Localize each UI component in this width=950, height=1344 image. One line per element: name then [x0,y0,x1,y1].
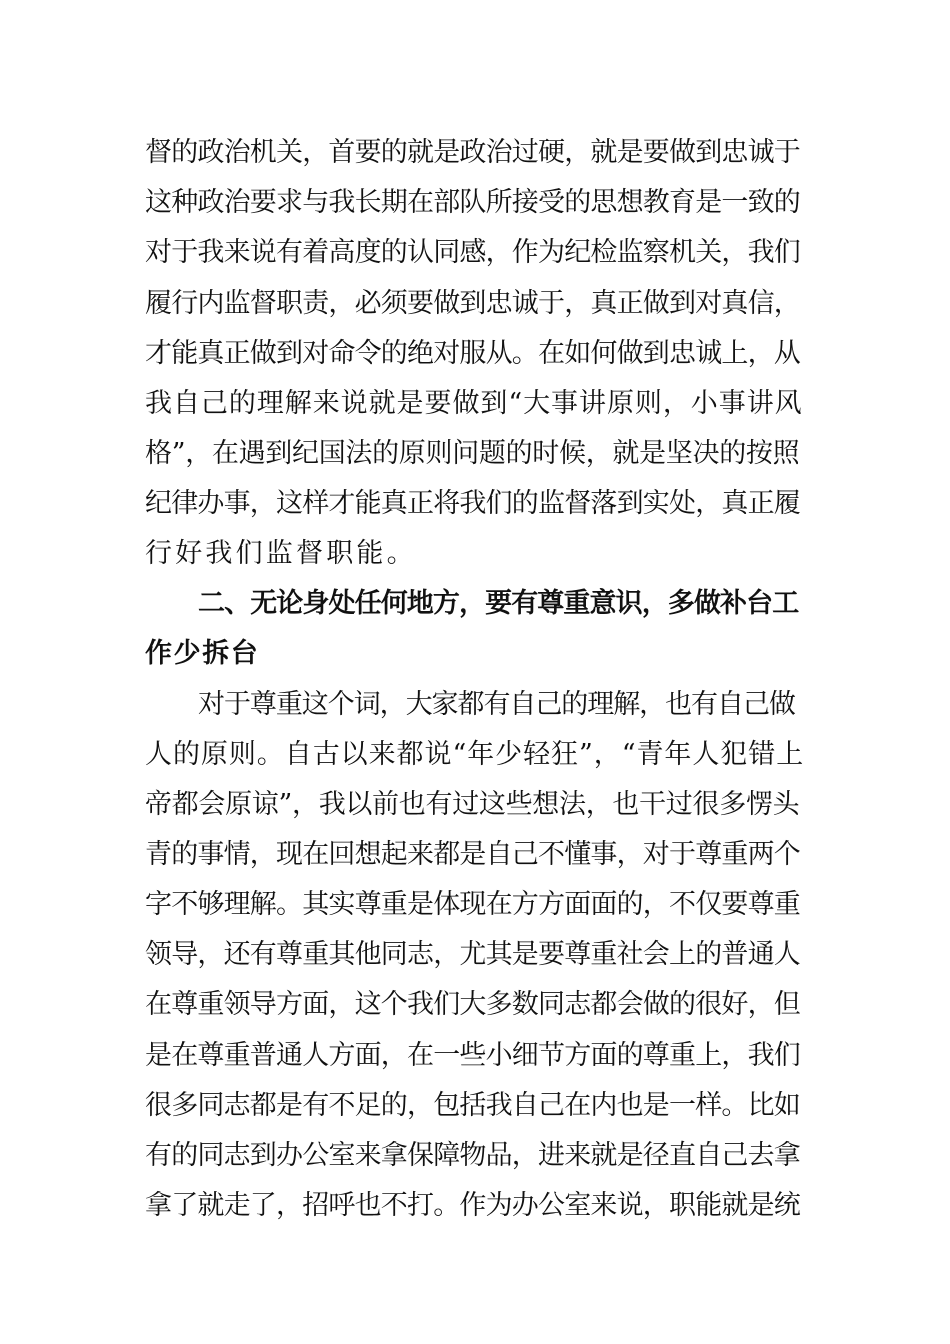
text-line: 格”，在遇到纪国法的原则问题的时候，就是坚决的按照 [145,438,800,469]
text-line: 在尊重领导方面，这个我们大多数同志都会做的很好，但 [145,989,800,1020]
text-line: 对于我来说有着高度的认同感，作为纪检监察机关，我们 [145,237,800,268]
text-line: 纪律办事，这样才能真正将我们的监督落到实处，真正履 [145,488,800,519]
text-line: 我自己的理解来说就是要做到“大事讲原则，小事讲风 [145,388,803,419]
text-line: 才能真正做到对命令的绝对服从。在如何做到忠诚上，从 [145,338,800,369]
section-heading-cont: 作少拆台 [145,638,260,669]
text-line: 人的原则。自古以来都说“年少轻狂”，“青年人犯错上 [145,739,805,770]
text-line: 青的事情，现在回想起来都是自己不懂事，对于尊重两个 [145,839,800,870]
text-line: 行好我们监督职能。 [145,538,417,569]
text-line: 履行内监督职责，必须要做到忠诚于，真正做到对真信， [145,288,800,319]
section-heading: 二、无论身处任何地方，要有尊重意识，多做补台工 [198,588,799,619]
text-line: 是在尊重普通人方面，在一些小细节方面的尊重上，我们 [145,1040,800,1071]
text-line: 字不够理解。其实尊重是体现在方方面面的，不仅要尊重 [145,889,800,920]
text-line: 督的政治机关，首要的就是政治过硬，就是要做到忠诚于 [145,137,800,168]
text-line: 拿了就走了，招呼也不打。作为办公室来说，职能就是统 [145,1190,800,1221]
text-line: 帝都会原谅”，我以前也有过这些想法，也干过很多愣头 [145,789,800,820]
text-line: 有的同志到办公室来拿保障物品，进来就是径直自己去拿 [145,1140,800,1171]
text-line: 对于尊重这个词，大家都有自己的理解，也有自己做 [198,689,795,720]
text-line: 领导，还有尊重其他同志，尤其是要尊重社会上的普通人 [145,939,800,970]
text-line: 很多同志都是有不足的，包括我自己在内也是一样。比如 [145,1090,800,1121]
text-line: 这种政治要求与我长期在部队所接受的思想教育是一致的 [145,187,800,218]
